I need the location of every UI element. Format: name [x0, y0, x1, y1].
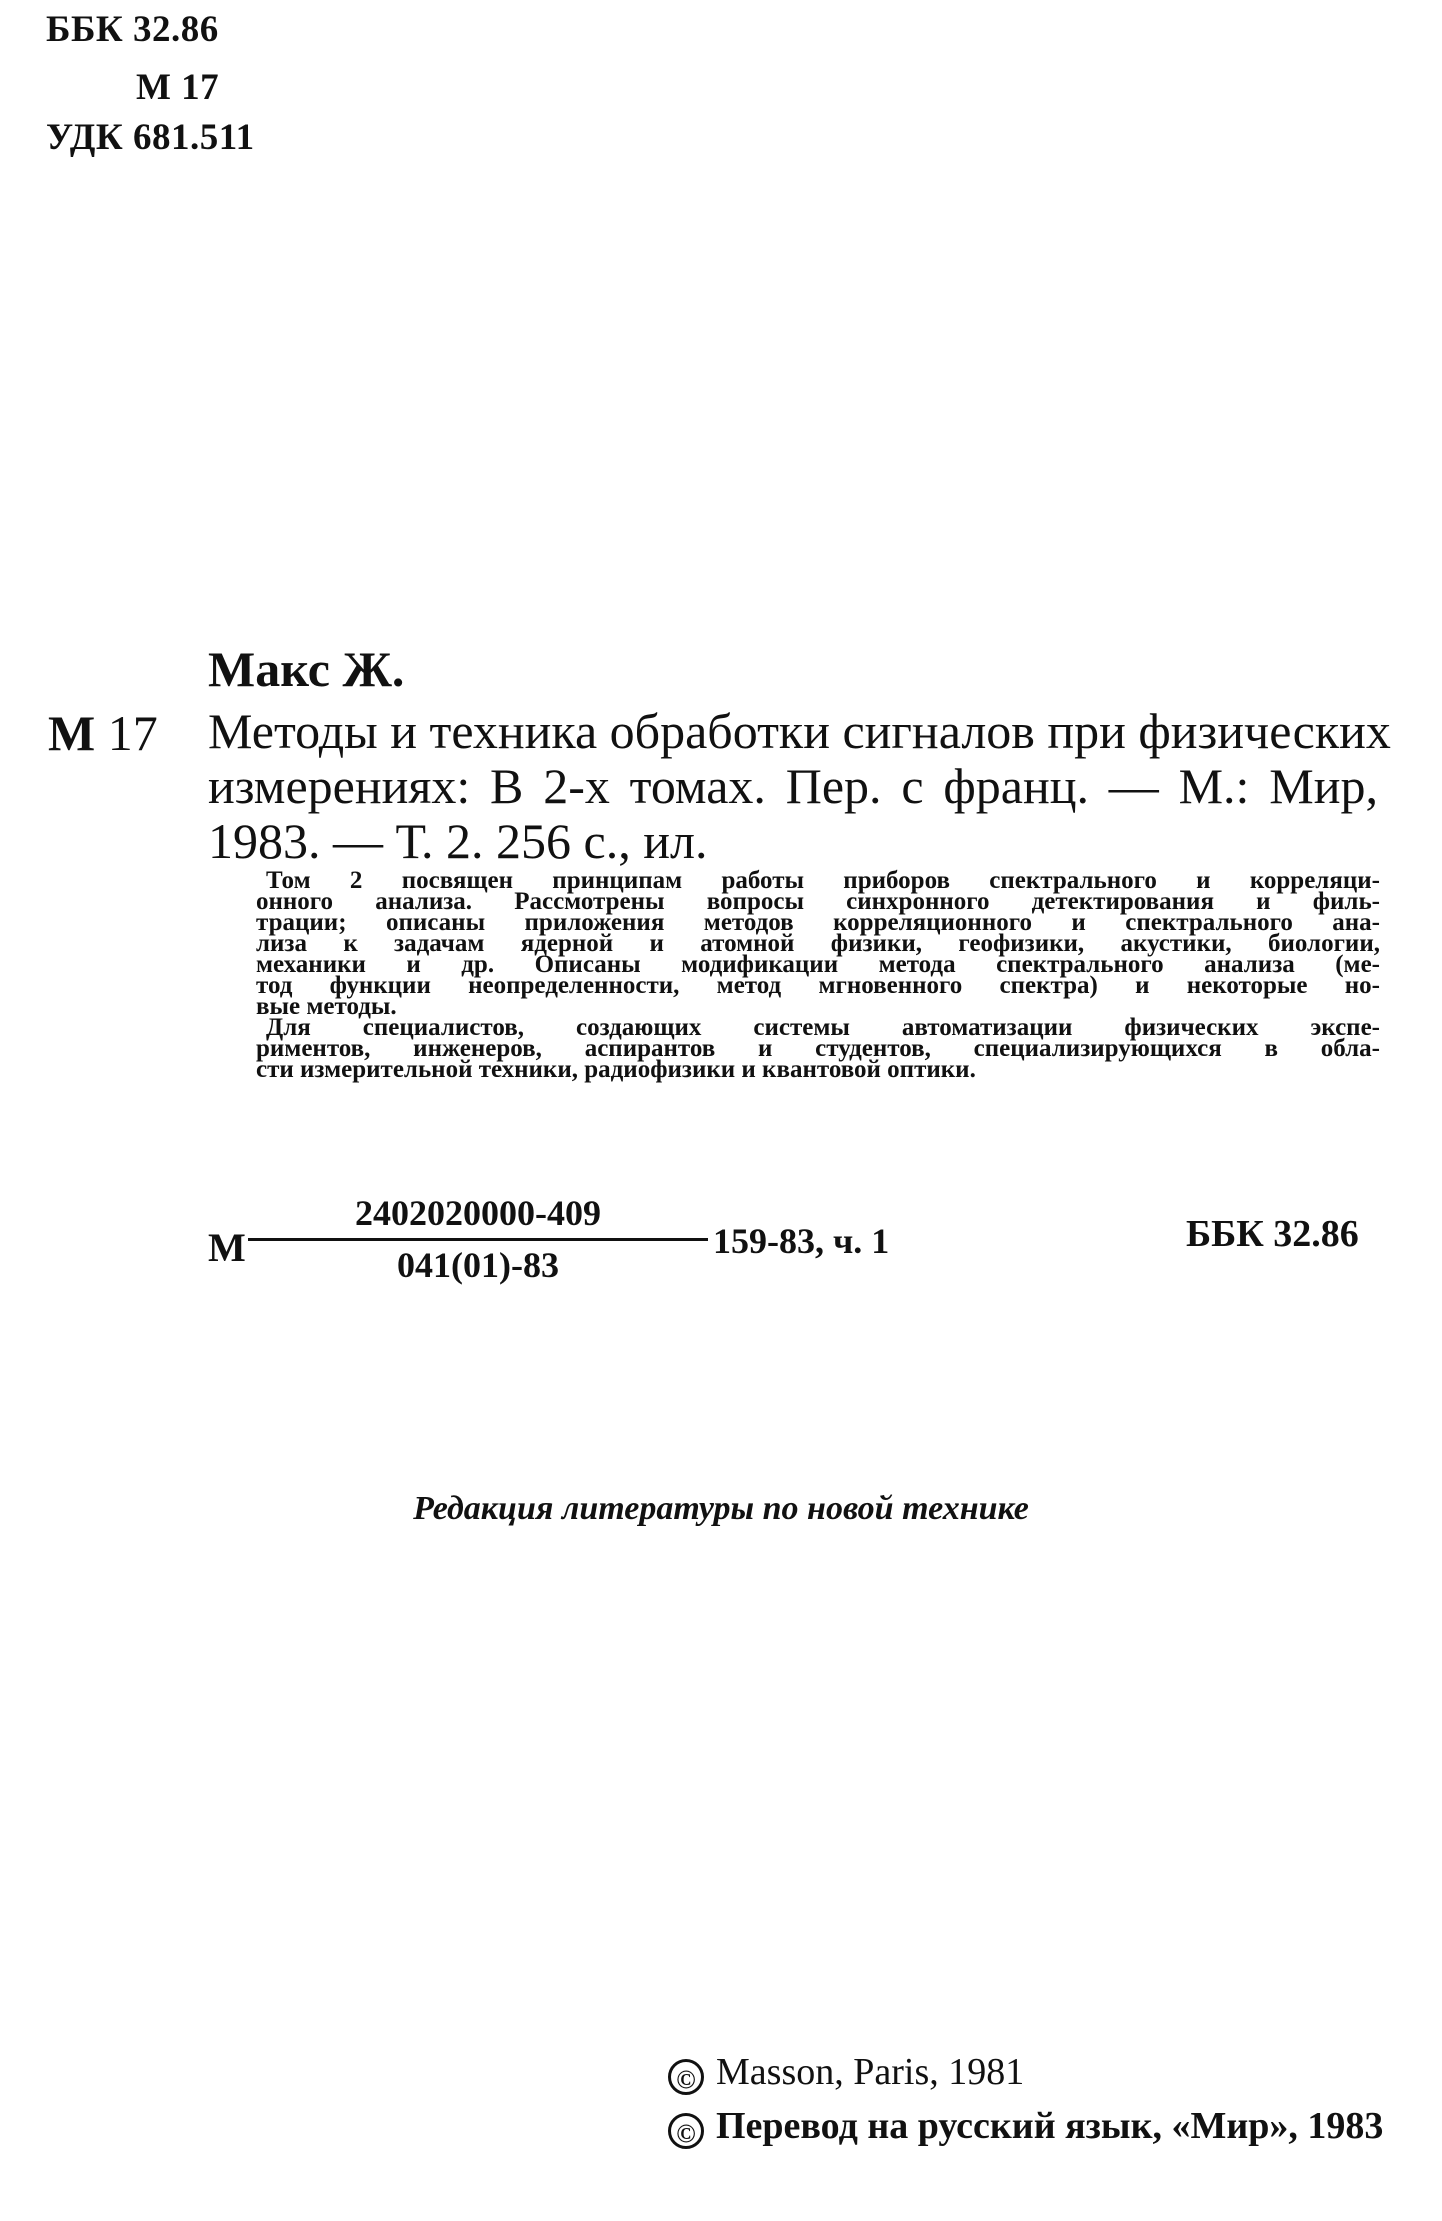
annotation [256, 867, 1380, 1083]
annotation-line: Для специалистов, создающих системы автоматизации физических экспе- [266, 1014, 1380, 1041]
bbk-code: ББК 32.86 [46, 9, 219, 50]
annotation-line: трации; описаны приложения методов корреляционного и спектрального ана- [256, 909, 1380, 936]
annotation-line: лиза к задачам ядерной и атомной физики, геофизики, акустики, биологии, [256, 930, 1380, 957]
copyright-translation-text: Перевод на русский язык, «Мир», 1983 [716, 2105, 1384, 2147]
title-line: измерениях: В 2-х томах. Пер. с франц. — М.: Мир, [208, 758, 1378, 814]
annotation-line: онного анализа. Рассмотрены вопросы синхронного детектирования и филь- [256, 888, 1380, 915]
annotation-line: вые методы. [256, 993, 397, 1020]
fraction-denominator: 041(01)-83 [397, 1245, 559, 1285]
fraction-suffix: 159-83, ч. 1 [713, 1221, 890, 1261]
bbk-code-right: ББК 32.86 [1186, 1213, 1359, 1255]
copyright-icon: © [668, 2113, 704, 2149]
editorial-note: Редакция литературы по новой технике [413, 1490, 1029, 1527]
annotation-line: механики и др. Описаны модификации метода спектрального анализа (ме- [256, 951, 1380, 978]
fraction-prefix: М [208, 1225, 246, 1270]
author-mark-code: М 17 [136, 67, 220, 108]
copyright-original [668, 2050, 1024, 2095]
title-line: 1983. — Т. 2. 256 с., ил. [208, 813, 708, 869]
author-mark-letter: М [48, 705, 96, 761]
copyright-translation [668, 2104, 1383, 2149]
author-mark [48, 704, 158, 762]
fraction-bar [248, 1238, 708, 1241]
fraction-numerator: 2402020000-409 [355, 1193, 601, 1233]
title-line: Методы и техника обработки сигналов при физических [208, 703, 1391, 759]
annotation-line: Том 2 посвящен принципам работы приборов спектрального и корреляци- [266, 867, 1380, 894]
udk-code: УДК 681.511 [46, 117, 255, 158]
annotation-line: риментов, инженеров, аспирантов и студентов, специализирующихся в обла- [256, 1035, 1380, 1062]
author-name: Макс Ж. [208, 641, 405, 697]
author-mark-number: 17 [107, 705, 158, 761]
annotation-line: тод функции неопределенности, метод мгновенного спектра) и некоторые но- [256, 972, 1380, 999]
copyright-original-text: Masson, Paris, 1981 [716, 2051, 1025, 2093]
book-title [208, 703, 1391, 869]
annotation-line: сти измерительной техники, радиофизики и квантовой оптики. [256, 1056, 976, 1083]
copyright-icon: © [668, 2059, 704, 2095]
